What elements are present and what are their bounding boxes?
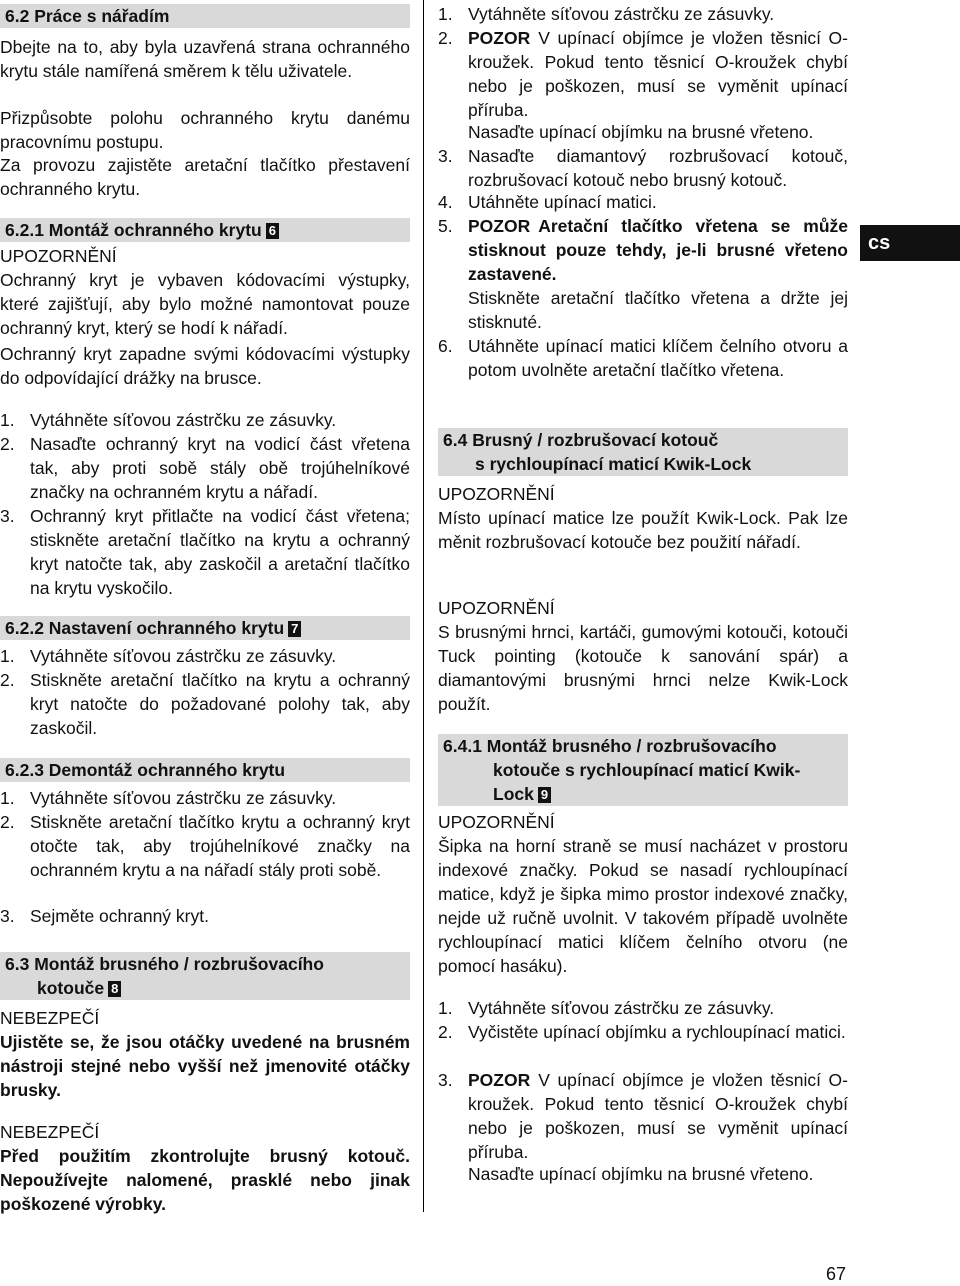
list-text: Nasaďte ochranný kryt na vodicí část vřetena tak, aby proti sobě stály obě trojúhelníkové značky na ochranném krytu a nářadí. [30, 434, 410, 502]
list-number: 3. [0, 906, 15, 926]
notice-label: UPOZORNĚNÍ [438, 812, 555, 832]
notice-paragraph-2: Ochranný kryt zapadne svými kódovacími výstupky do odpovídající drážky na brusce. [0, 344, 410, 388]
list-number: 4. [438, 192, 453, 212]
list-text [468, 1068, 848, 1164]
caution-text: V upínací objímce je vložen těsnicí O-kroužek. Pokud tento těsnicí O-kroužek chybí nebo je poškozen, musí se vyměnit upínací příruba. [468, 28, 848, 120]
danger-text-2: Před použitím zkontrolujte brusný kotouč. Nepoužívejte nalomené, prasklé nebo jinak poškozené výrobky. [0, 1146, 410, 1214]
list-number: 1. [0, 646, 15, 666]
section-6-4-1-heading-line-2: kotouče s rychloupínací maticí Kwik- [493, 760, 801, 780]
notice-text: Šipka na horní straně se musí nacházet v prostoru indexové značky. Pokud se nasadí rychloupínací matice, když je šipka mimo prostor indexové značky, nejde už ručně uvolnit. V takovém případě uvolněte rychloupínací matici klíčem čelního otvoru (ne pomocí hasáku). [438, 836, 848, 976]
section-6-4-heading-line-2: s rychloupínací maticí Kwik-Lock [475, 454, 752, 474]
section-6-3-heading-line-2-wrap [5, 976, 410, 1000]
list-number: 2. [0, 434, 15, 454]
section-6-2-paragraph-1: Dbejte na to, aby byla uzavřená strana ochranného krytu stále namířená směrem k tělu uživatele. [0, 37, 410, 81]
list-text: Stiskněte aretační tlačítko vřetena a držte jej stisknuté. [468, 288, 848, 332]
notice-label: UPOZORNĚNÍ [0, 246, 117, 266]
notice-paragraph-1: Ochranný kryt je vybaven kódovacími výstupky, které zajišťují, aby bylo možné namontovat pouze ochranný kryt, který se hodí k nářadí. [0, 270, 410, 338]
notice-text: S brusnými hrnci, kartáči, gumovými kotouči, kotouči Tuck pointing (kotouče k sanování spár) a diamantovými brusnými hrnci nelze Kwik-Lock použít. [438, 622, 848, 714]
section-6-3-heading [0, 952, 410, 1000]
list-number: 5. [438, 216, 453, 236]
list-text: Vytáhněte síťovou zástrčku ze zásuvky. [30, 646, 337, 666]
section-6-4-heading [438, 428, 848, 476]
list-text: Vytáhněte síťovou zástrčku ze zásuvky. [468, 4, 775, 24]
list-text [468, 214, 848, 286]
caution-keyword: POZOR [468, 28, 531, 48]
caution-text: V upínací objímce je vložen těsnicí O-kroužek. Pokud tento těsnicí O-kroužek chybí nebo je poškozen, musí se vyměnit upínací příruba. [468, 1070, 848, 1162]
caution-text: Aretační tlačítko vřetena se může stisknout pouze tehdy, je-li brusné vřeteno zastavené. [468, 216, 848, 284]
list-number: 3. [438, 146, 453, 166]
list-text: Ochranný kryt přitlačte na vodicí část vřetena; stiskněte aretační tlačítko na krytu a ochranný kryt natočte tak, aby zaskočil a aretační tlačítko na krytu vyskočilo. [30, 506, 410, 598]
list-text: Nasaďte upínací objímku na brusné vřeteno. [468, 122, 814, 142]
caution-keyword: POZOR [468, 1070, 531, 1090]
section-6-2-2-heading [0, 616, 410, 640]
list-number: 3. [438, 1070, 453, 1090]
list-text: Nasaďte diamantový rozbrušovací kotouč, rozbrušovací kotouč nebo brusný kotouč. [468, 146, 848, 190]
list-number: 1. [438, 998, 453, 1018]
list-text: Vytáhněte síťovou zástrčku ze zásuvky. [30, 788, 337, 808]
list-text: Stiskněte aretační tlačítko krytu a ochranný kryt otočte tak, aby trojúhelníkové značky na ochranném krytu a na nářadí stály proti sobě. [30, 812, 410, 880]
section-6-2-paragraph-3: Za provozu zajistěte aretační tlačítko přestavení ochranného krytu. [0, 155, 410, 199]
figure-6-badge: 6 [266, 223, 279, 239]
section-6-4-1-heading-line-3-wrap [443, 782, 848, 806]
section-6-3-heading-line-1: 6.3 Montáž brusného / rozbrušovacího [5, 954, 324, 974]
list-text [468, 26, 848, 122]
section-6-2-heading: 6.2 Práce s nářadím [0, 4, 410, 28]
section-6-4-1-heading-line-3: Lock [493, 784, 534, 804]
page-number: 67 [826, 1264, 847, 1284]
danger-text-1: Ujistěte se, že jsou otáčky uvedené na brusném nástroji stejné nebo vyšší než jmenovité otáčky brusky. [0, 1032, 410, 1100]
list-number: 2. [0, 670, 15, 690]
section-6-4-1-heading [438, 734, 848, 806]
section-6-2-3-heading: 6.2.3 Demontáž ochranného krytu [0, 758, 410, 782]
section-6-2-2-heading-text: 6.2.2 Nastavení ochranného krytu [5, 618, 285, 638]
section-6-4-heading-line-1: 6.4 Brusný / rozbrušovací kotouč [443, 430, 719, 450]
list-text: Vytáhněte síťovou zástrčku ze zásuvky. [30, 410, 337, 430]
list-number: 3. [0, 506, 15, 526]
list-number: 2. [438, 28, 453, 48]
danger-label-2: NEBEZPEČÍ [0, 1122, 100, 1142]
list-text: Utáhněte upínací matici klíčem čelního otvoru a potom uvolněte aretační tlačítko vřetena. [468, 336, 848, 380]
section-6-2-1-heading [0, 218, 410, 242]
list-number: 1. [0, 410, 15, 430]
caution-keyword: POZOR [468, 216, 531, 236]
notice-text: Místo upínací matice lze použít Kwik-Lock. Pak lze měnit rozbrušovací kotouče bez použití nářadí. [438, 508, 848, 552]
list-text: Stiskněte aretační tlačítko na krytu a ochranný kryt natočte do požadované polohy tak, aby zaskočil. [30, 670, 410, 738]
list-number: 2. [438, 1022, 453, 1042]
notice-label: UPOZORNĚNÍ [438, 484, 555, 504]
list-text: Utáhněte upínací matici. [468, 192, 657, 212]
danger-label-1: NEBEZPEČÍ [0, 1008, 100, 1028]
list-text: Vytáhněte síťovou zástrčku ze zásuvky. [468, 998, 775, 1018]
figure-9-badge: 9 [538, 787, 551, 803]
figure-7-badge: 7 [288, 621, 301, 637]
notice-label: UPOZORNĚNÍ [438, 598, 555, 618]
list-text: Vyčistěte upínací objímku a rychloupínací matici. [468, 1022, 846, 1042]
list-number: 1. [438, 4, 453, 24]
column-divider [423, 0, 424, 1212]
figure-8-badge: 8 [108, 981, 121, 997]
section-6-2-paragraph-2: Přizpůsobte polohu ochranného krytu danému pracovnímu postupu. [0, 108, 410, 152]
list-text: Nasaďte upínací objímku na brusné vřeteno. [468, 1164, 814, 1184]
list-number: 6. [438, 336, 453, 356]
section-6-4-1-heading-line-1: 6.4.1 Montáž brusného / rozbrušovacího [443, 736, 777, 756]
section-6-2-1-heading-text: 6.2.1 Montáž ochranného krytu [5, 220, 262, 240]
section-6-3-heading-line-2: kotouče [37, 978, 105, 998]
list-number: 2. [0, 812, 15, 832]
list-number: 1. [0, 788, 15, 808]
list-text: Sejměte ochranný kryt. [30, 906, 209, 926]
language-tab: cs [860, 225, 960, 261]
